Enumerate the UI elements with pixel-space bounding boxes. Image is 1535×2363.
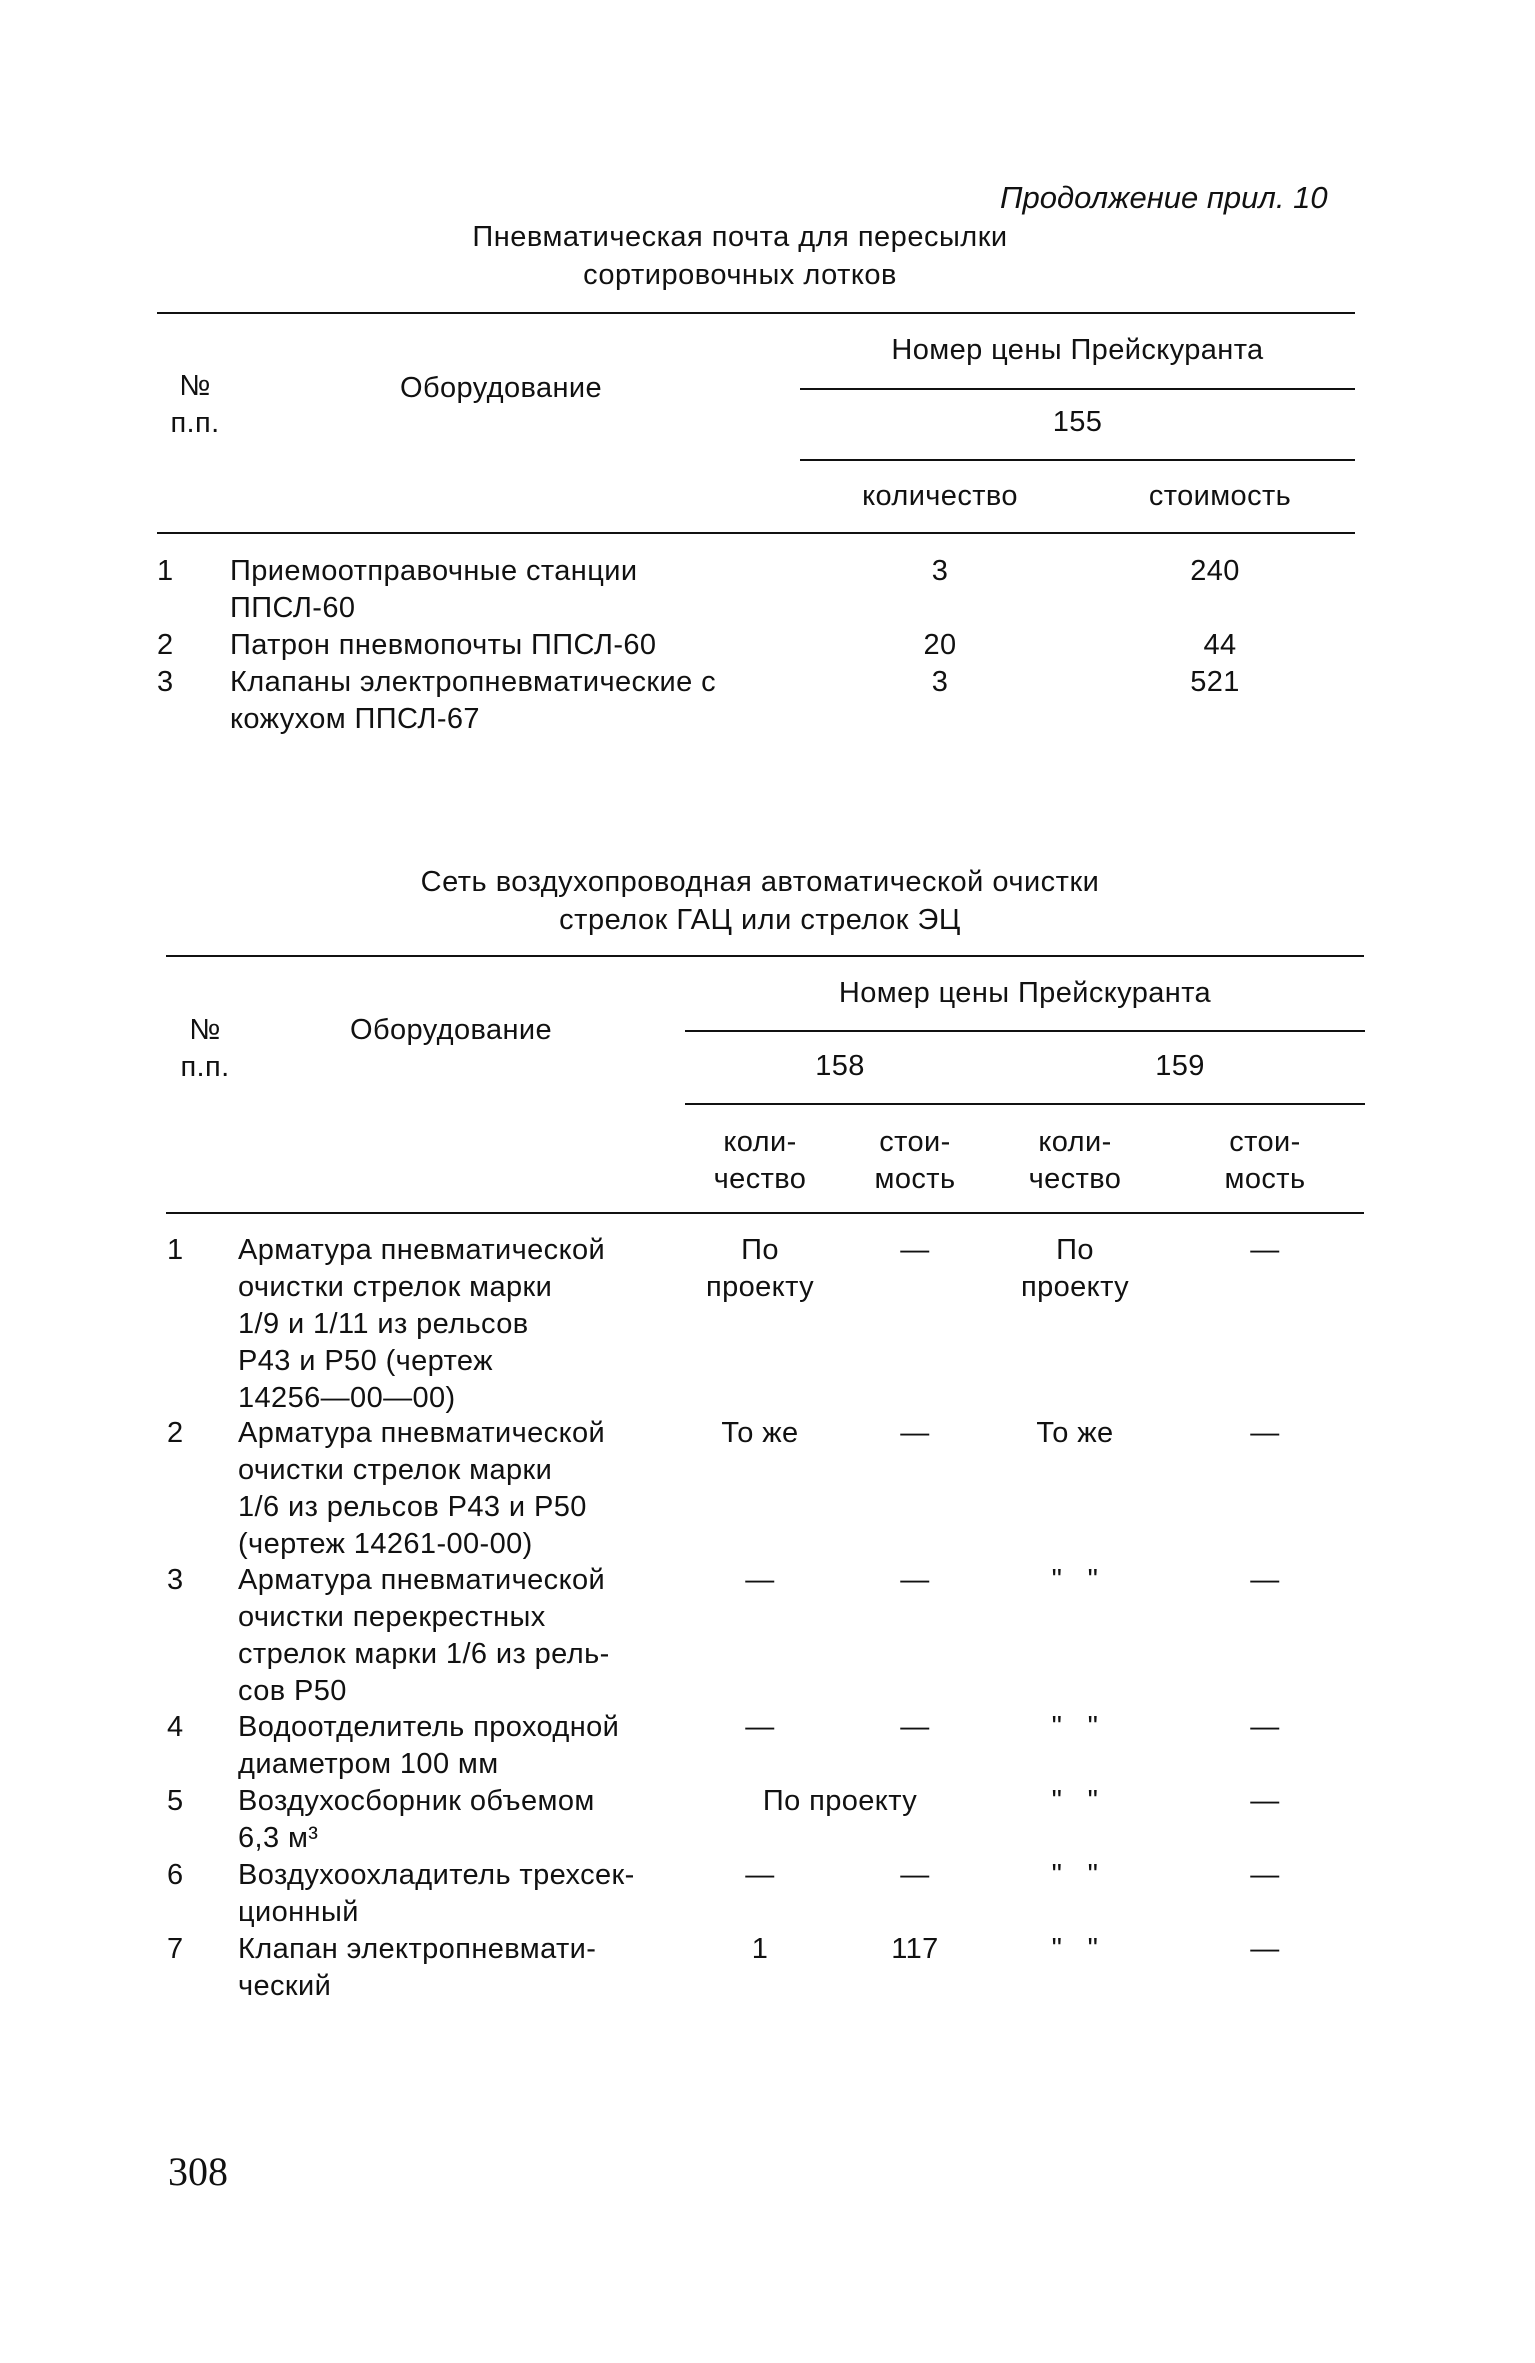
- row-cost-a: —: [900, 1859, 930, 1891]
- row-cost-a: —: [900, 1234, 930, 1266]
- row-qty-b: То же: [1036, 1417, 1114, 1449]
- table1-header-equipment: Оборудование: [400, 372, 603, 404]
- row-equipment: Арматура пневматической очистки перекрестных стрелок марки 1/6 из рель- сов Р50: [238, 1564, 610, 1707]
- row-cost-b: —: [1250, 1564, 1280, 1596]
- row-qty-b: " ": [1051, 1859, 1099, 1891]
- row-number: 4: [167, 1711, 184, 1743]
- table1-header-qty: количество: [862, 480, 1018, 512]
- row-cost-b: —: [1250, 1417, 1280, 1449]
- row-qty-b: " ": [1051, 1711, 1099, 1743]
- table2-header-equipment: Оборудование: [350, 1014, 553, 1046]
- row-number: 7: [167, 1933, 184, 1965]
- row-qty-a-span: По проекту: [762, 1785, 918, 1817]
- table2-top-rule: [166, 955, 1364, 957]
- table1-header-num: № п.п.: [170, 370, 220, 439]
- row-qty-a: —: [745, 1711, 775, 1743]
- row-qty: 20: [923, 629, 957, 661]
- table1-title: Пневматическая почта для пересылки сортировочных лотков: [472, 221, 1008, 291]
- row-equipment: Патрон пневмопочты ППСЛ-60: [230, 629, 657, 661]
- table2-header-cost-b: стои- мость: [1224, 1126, 1306, 1195]
- row-qty-b: " ": [1051, 1785, 1099, 1817]
- row-number: 2: [167, 1417, 184, 1449]
- row-number: 5: [167, 1785, 184, 1817]
- row-cost-b: —: [1250, 1859, 1280, 1891]
- table2-header-bottom-rule: [166, 1212, 1364, 1214]
- row-equipment: Клапан электропневмати- ческий: [238, 1933, 597, 2002]
- row-number: 6: [167, 1859, 184, 1891]
- row-number: 1: [157, 555, 174, 587]
- row-equipment: Воздухосборник объемом 6,3 м³: [238, 1785, 595, 1854]
- row-qty-a: —: [745, 1859, 775, 1891]
- row-qty-a: 1: [751, 1933, 769, 1965]
- row-qty-a: —: [745, 1564, 775, 1596]
- row-equipment: Приемоотправочные станции ППСЛ-60: [230, 555, 638, 624]
- table2-header-qty-b: коли- чество: [1028, 1126, 1122, 1195]
- table2-header-qty-a: коли- чество: [713, 1126, 807, 1195]
- row-equipment: Арматура пневматической очистки стрелок марки 1/9 и 1/11 из рельсов Р43 и Р50 (чертеж 14256—00—00): [238, 1234, 606, 1414]
- row-qty-b: По проекту: [1020, 1234, 1129, 1303]
- row-cost-a: —: [900, 1564, 930, 1596]
- row-equipment: Клапаны электропневматические с кожухом ППСЛ-67: [230, 666, 717, 735]
- table1-header-rule-2: [800, 459, 1355, 461]
- row-cost-b: —: [1250, 1711, 1280, 1743]
- row-equipment: Водоотделитель проходной диаметром 100 мм: [238, 1711, 620, 1780]
- table2-header-price-a: 158: [815, 1050, 865, 1082]
- row-qty: 3: [931, 555, 949, 587]
- row-cost-a: 117: [891, 1933, 939, 1965]
- table1-top-rule: [157, 312, 1355, 314]
- row-number: 1: [167, 1234, 184, 1266]
- row-number: 3: [157, 666, 174, 698]
- table2-header-price-b: 159: [1155, 1050, 1205, 1082]
- table2-header-rule: [685, 1030, 1365, 1032]
- row-cost: 521: [1190, 666, 1240, 698]
- table1-header-bottom-rule: [157, 532, 1355, 534]
- row-qty-a: То же: [721, 1417, 799, 1449]
- row-qty-a: По проекту: [705, 1234, 814, 1303]
- row-qty-b: " ": [1051, 1933, 1099, 1965]
- table2-header-num: № п.п.: [180, 1014, 230, 1083]
- table2-header-rule-2: [685, 1103, 1365, 1105]
- continuation-note: Продолжение прил. 10: [1000, 180, 1328, 215]
- row-cost-b: —: [1250, 1234, 1280, 1266]
- row-cost: 44: [1203, 629, 1237, 661]
- row-qty: 3: [931, 666, 949, 698]
- row-number: 3: [167, 1564, 184, 1596]
- table1-header-price-group: Номер цены Прейскуранта: [891, 334, 1264, 366]
- row-qty-b: " ": [1051, 1564, 1099, 1596]
- row-number: 2: [157, 629, 174, 661]
- row-cost-b: —: [1250, 1933, 1280, 1965]
- table1-header-rule: [800, 388, 1355, 390]
- row-cost: 240: [1190, 555, 1240, 587]
- table1-header-price-number: 155: [1052, 406, 1103, 438]
- page-number: 308: [168, 2149, 228, 2194]
- table2-title: Сеть воздухопроводная автоматической очистки стрелок ГАЦ или стрелок ЭЦ: [420, 866, 1100, 936]
- row-cost-a: —: [900, 1417, 930, 1449]
- table2-header-price-group: Номер цены Прейскуранта: [838, 977, 1212, 1009]
- table2-header-cost-a: стои- мость: [874, 1126, 956, 1195]
- row-equipment: Арматура пневматической очистки стрелок марки 1/6 из рельсов Р43 и Р50 (чертеж 14261-00-00): [238, 1417, 606, 1560]
- row-equipment: Воздухоохладитель трехсек- ционный: [238, 1859, 635, 1928]
- table1-header-cost: стоимость: [1148, 480, 1292, 512]
- row-cost-b: —: [1250, 1785, 1280, 1817]
- row-cost-a: —: [900, 1711, 930, 1743]
